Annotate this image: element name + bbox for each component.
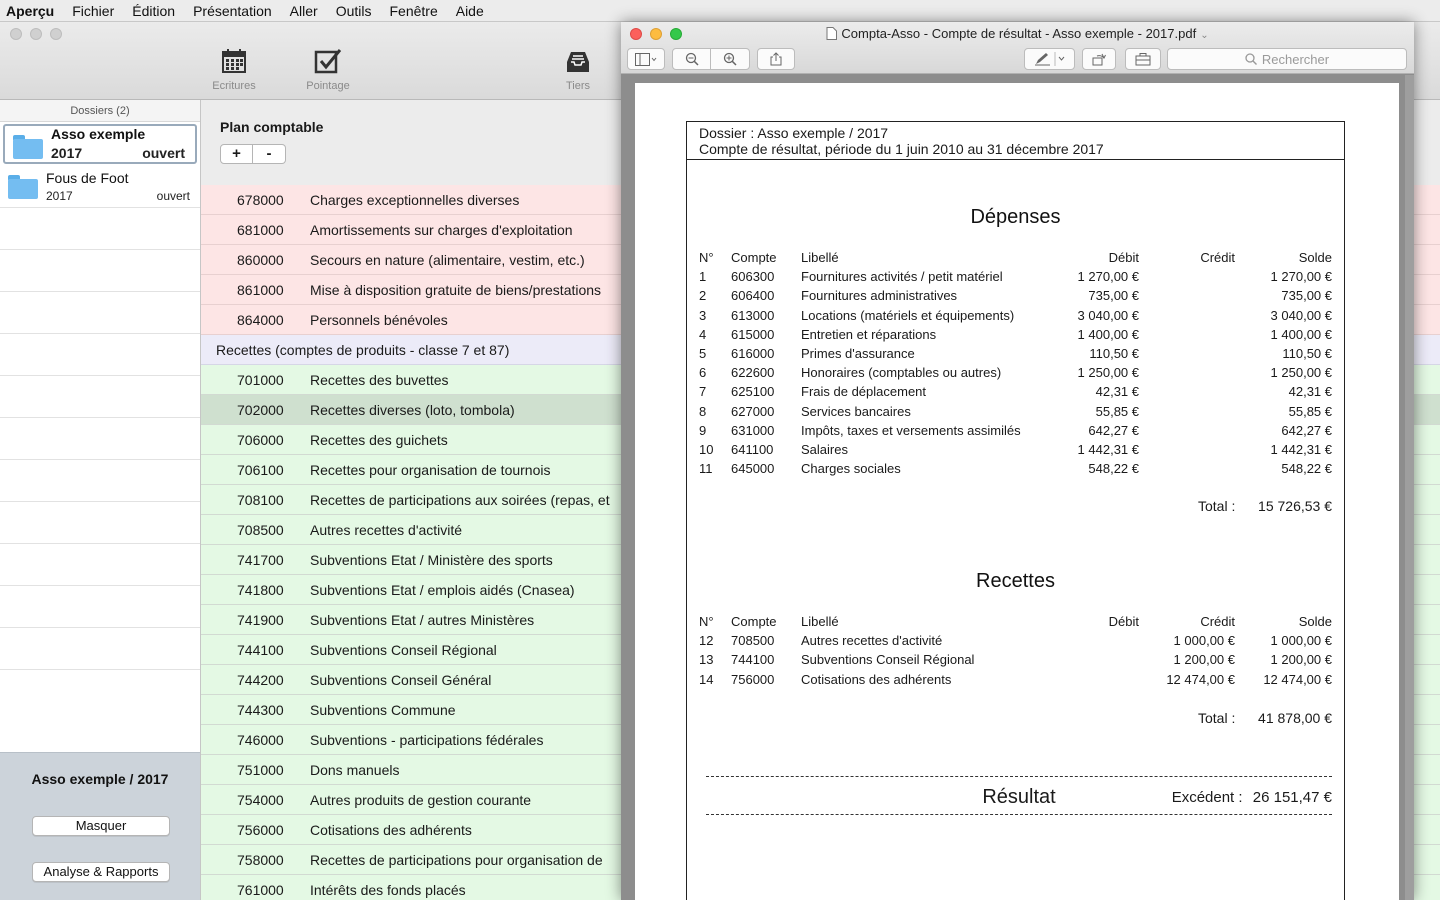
share-button[interactable] — [757, 48, 795, 70]
cell-solde: 1 442,31 € — [1270, 441, 1332, 457]
cell-solde: 55,85 € — [1288, 403, 1332, 419]
account-code: 860000 — [237, 252, 284, 268]
add-account-button[interactable]: + — [220, 144, 253, 164]
sidebar-icon — [635, 53, 657, 66]
account-label: Autres recettes d'activité — [310, 522, 463, 538]
cell-libelle: Frais de déplacement — [801, 384, 927, 400]
dossier-year: 2017 — [46, 189, 73, 203]
cell-compte: 641100 — [731, 441, 774, 457]
account-code: 681000 — [237, 222, 284, 238]
depenses-title: Dépenses — [970, 206, 1061, 228]
menu-aller[interactable]: Aller — [289, 2, 318, 19]
column-header-no: N° — [699, 614, 714, 629]
divider-top — [706, 776, 1332, 777]
menu-outils[interactable]: Outils — [335, 2, 372, 19]
account-code: 706000 — [237, 432, 284, 448]
cell-compte: 631000 — [731, 422, 775, 438]
account-label: Recettes diverses (loto, tombola) — [310, 402, 515, 418]
preview-window — [621, 22, 1414, 900]
cell-compte: 756000 — [731, 671, 775, 687]
cell-no: 13 — [699, 652, 714, 668]
empty-row — [0, 292, 200, 334]
current-dossier-title: Asso exemple / 2017 — [31, 771, 169, 787]
cell-compte: 625100 — [731, 384, 775, 400]
account-code: 758000 — [237, 852, 284, 868]
column-header-libelle: Libellé — [801, 614, 839, 629]
account-label: Charges exceptionnelles diverses — [310, 192, 520, 208]
cell-libelle: Charges sociales — [801, 461, 901, 477]
cell-solde: 1 400,00 € — [1270, 326, 1332, 342]
account-code: 701000 — [237, 372, 284, 388]
table-row — [699, 421, 1334, 440]
account-code: 708100 — [237, 492, 284, 508]
cell-solde: 642,27 € — [1281, 422, 1332, 438]
dossier-item-asso-exemple[interactable] — [3, 124, 197, 164]
recettes-total-value: 41 878,00 € — [1258, 710, 1332, 726]
cell-solde: 548,22 € — [1281, 461, 1332, 477]
column-header-compte: Compte — [731, 614, 777, 629]
account-code: 756000 — [237, 822, 284, 838]
document-dossier: Dossier : Asso exemple / 2017 — [699, 125, 889, 141]
cell-libelle: Honoraires (comptables ou autres) — [801, 365, 1002, 381]
resultat-label: Résultat — [982, 786, 1056, 808]
column-header-solde: Solde — [1298, 614, 1332, 629]
account-code: 864000 — [237, 312, 284, 328]
cell-libelle: Services bancaires — [801, 403, 911, 419]
resultat-excedent — [1172, 789, 1332, 806]
document-period: Compte de résultat, période du 1 juin 2010 au 31 décembre 2017 — [699, 141, 1104, 157]
table-row — [699, 286, 1334, 305]
cell-debit: 42,31 € — [1095, 384, 1139, 400]
account-label: Autres produits de gestion courante — [310, 792, 532, 808]
cell-libelle: Subventions Conseil Régional — [801, 652, 975, 668]
cell-compte: 744100 — [731, 652, 775, 668]
zoom-out-icon — [685, 52, 699, 66]
cell-debit: 1 442,31 € — [1077, 441, 1139, 457]
table-row — [699, 650, 1334, 669]
rotate-button[interactable] — [1082, 48, 1116, 70]
empty-row — [0, 628, 200, 670]
tiers-button[interactable] — [543, 48, 613, 92]
pdf-document-icon — [826, 27, 837, 40]
cell-libelle: Primes d'assurance — [801, 345, 915, 361]
search-icon — [1245, 53, 1257, 65]
cell-debit: 1 400,00 € — [1077, 326, 1139, 342]
column-header-no: N° — [699, 250, 714, 265]
excedent-label: Excédent : — [1171, 789, 1243, 806]
menu-edition[interactable]: Édition — [132, 2, 176, 19]
cell-no: 4 — [699, 326, 707, 342]
cell-debit: 1 250,00 € — [1077, 365, 1139, 381]
table-row — [699, 344, 1334, 363]
account-label: Subventions Etat / autres Ministères — [310, 612, 535, 628]
cell-libelle: Locations (matériels et équipements) — [801, 307, 1015, 323]
search-placeholder: Rechercher — [1261, 51, 1330, 67]
cell-no: 6 — [699, 365, 707, 381]
depenses-total-value: 15 726,53 € — [1258, 498, 1332, 514]
cell-libelle: Salaires — [801, 441, 848, 457]
empty-row — [0, 502, 200, 544]
account-label: Personnels bénévoles — [310, 312, 448, 328]
account-label: Recettes pour organisation de tournois — [310, 462, 551, 478]
cell-solde: 1 000,00 € — [1270, 633, 1332, 649]
cell-no: 5 — [699, 345, 707, 361]
calendar-icon — [221, 48, 247, 74]
excedent-value: 26 151,47 € — [1252, 789, 1332, 806]
markup-button[interactable] — [1024, 48, 1075, 70]
cell-libelle: Autres recettes d'activité — [801, 633, 943, 649]
menu-presentation[interactable]: Présentation — [193, 2, 272, 19]
account-label: Mise à disposition gratuite de biens/prestations — [310, 282, 602, 298]
column-header-libelle: Libellé — [801, 250, 839, 265]
ecritures-button[interactable] — [199, 48, 269, 92]
preview-content[interactable] — [621, 75, 1414, 900]
cell-libelle: Entretien et réparations — [801, 326, 937, 342]
account-label: Recettes de participations aux soirées (repas, et — [310, 492, 610, 508]
cell-no: 8 — [699, 403, 707, 419]
document-header — [687, 122, 1344, 160]
cell-debit: 735,00 € — [1088, 288, 1139, 304]
account-code: 741900 — [237, 612, 284, 628]
toolbox-button[interactable] — [1125, 48, 1161, 70]
account-label: Subventions Conseil Régional — [310, 642, 497, 658]
cell-no: 10 — [699, 441, 714, 457]
account-code: 754000 — [237, 792, 284, 808]
column-header-compte: Compte — [731, 250, 777, 265]
sidebar-toggle-button[interactable] — [627, 48, 665, 70]
cell-no: 12 — [699, 633, 714, 649]
pointage-button[interactable] — [293, 48, 363, 92]
cell-solde: 12 474,00 € — [1263, 671, 1332, 687]
cell-libelle: Cotisations des adhérents — [801, 671, 952, 687]
folder-icon — [8, 175, 38, 199]
depenses-table — [699, 248, 1334, 478]
zoom-in-icon — [723, 52, 737, 66]
cell-libelle: Fournitures administratives — [801, 288, 958, 304]
pdf-page — [635, 83, 1399, 900]
table-row — [699, 382, 1334, 401]
account-code: 751000 — [237, 762, 284, 778]
preview-titlebar — [621, 22, 1414, 74]
dossier-item-fous-de-foot[interactable] — [0, 166, 200, 208]
share-icon — [770, 52, 782, 66]
cell-solde: 1 200,00 € — [1270, 652, 1332, 668]
cell-compte: 645000 — [731, 461, 775, 477]
account-label: Amortissements sur charges d'exploitation — [310, 222, 573, 238]
search-field[interactable] — [1167, 48, 1407, 70]
empty-row — [0, 208, 200, 250]
ecritures-label: Ecritures — [212, 80, 256, 92]
cell-compte: 615000 — [731, 326, 775, 342]
dossier-status: ouvert — [156, 189, 190, 203]
rotate-icon — [1092, 52, 1106, 66]
dossiers-header: Dossiers (2) — [0, 100, 200, 122]
recettes-title: Recettes — [976, 570, 1055, 592]
cell-solde: 735,00 € — [1281, 288, 1332, 304]
cell-libelle: Impôts, taxes et versements assimilés — [801, 422, 1021, 438]
toolbox-icon — [1135, 53, 1151, 66]
cell-debit: 548,22 € — [1088, 461, 1139, 477]
cell-no: 3 — [699, 307, 707, 323]
dossier-name: Asso exemple — [51, 126, 146, 142]
empty-row — [0, 544, 200, 586]
account-label: Recettes des guichets — [310, 432, 448, 448]
account-code: 861000 — [237, 282, 284, 298]
cell-no: 7 — [699, 384, 707, 400]
table-row — [699, 325, 1334, 344]
table-header-row — [699, 612, 1334, 631]
divider-bottom — [706, 814, 1332, 815]
empty-row — [0, 586, 200, 628]
account-code: 741800 — [237, 582, 284, 598]
preview-scrollbar[interactable] — [1405, 75, 1414, 900]
column-header-credit: Crédit — [1200, 614, 1235, 629]
depenses-total-label: Total : — [1198, 498, 1236, 514]
table-header-row — [699, 248, 1334, 267]
account-label: Recettes des buvettes — [310, 372, 449, 388]
close-window-button[interactable] — [10, 28, 22, 40]
account-label: Subventions Conseil Général — [310, 672, 492, 688]
document-frame — [686, 121, 1345, 900]
dossier-footer — [0, 752, 200, 900]
cell-compte: 616000 — [731, 345, 775, 361]
pointage-label: Pointage — [306, 80, 350, 92]
pen-icon — [1034, 52, 1066, 66]
preview-title-text: Compta-Asso - Compte de résultat - Asso exemple - 2017.pdf — [841, 26, 1197, 41]
account-code: 702000 — [237, 402, 284, 418]
cell-compte: 613000 — [731, 307, 775, 323]
masquer-button[interactable]: Masquer — [32, 816, 170, 836]
cell-libelle: Fournitures activités / petit matériel — [801, 269, 1003, 285]
cell-compte: 606300 — [731, 269, 775, 285]
account-label: Subventions - participations fédérales — [310, 732, 544, 748]
account-code: 708500 — [237, 522, 284, 538]
table-row — [699, 459, 1334, 478]
dossier-status: ouvert — [142, 145, 185, 161]
menu-fenetre[interactable]: Fenêtre — [389, 2, 438, 19]
table-row — [699, 306, 1334, 325]
column-header-solde: Solde — [1298, 250, 1332, 265]
account-label: Subventions Commune — [310, 702, 456, 718]
account-label: Recettes de participations pour organisation de — [310, 852, 603, 868]
cell-solde: 1 270,00 € — [1270, 269, 1332, 285]
dossiers-sidebar — [0, 100, 201, 900]
cell-credit: 12 474,00 € — [1166, 671, 1235, 687]
menu-bar — [0, 0, 1440, 22]
analyse-rapports-button[interactable]: Analyse & Rapports — [32, 862, 170, 882]
cell-compte: 622600 — [731, 365, 775, 381]
column-header-credit: Crédit — [1200, 250, 1235, 265]
tiers-label: Tiers — [565, 80, 591, 92]
table-row — [699, 631, 1334, 650]
cell-compte: 627000 — [731, 403, 775, 419]
zoom-window-button[interactable] — [50, 28, 62, 40]
folder-icon — [13, 135, 43, 159]
cell-solde: 1 250,00 € — [1270, 365, 1332, 381]
account-label: Secours en nature (alimentaire, vestim, etc.) — [310, 252, 585, 268]
cell-no: 1 — [699, 269, 707, 285]
account-label: Subventions Etat / Ministère des sports — [310, 552, 553, 568]
cell-compte: 606400 — [731, 288, 775, 304]
account-label: Intérêts des fonds placés — [310, 882, 466, 898]
minimize-window-button[interactable] — [30, 28, 42, 40]
table-row — [699, 363, 1334, 382]
menu-aide[interactable]: Aide — [455, 2, 484, 19]
account-code: 744300 — [237, 702, 284, 718]
account-label: Cotisations des adhérents — [310, 822, 472, 838]
column-header-debit: Débit — [1108, 614, 1139, 629]
inbox-icon — [565, 48, 591, 74]
cell-no: 11 — [699, 461, 713, 477]
cell-no: 2 — [699, 288, 707, 304]
zoom-in-button[interactable] — [710, 48, 750, 70]
cell-solde: 42,31 € — [1288, 384, 1332, 400]
account-code: 706100 — [237, 462, 284, 478]
table-row — [699, 670, 1334, 689]
account-code: 678000 — [237, 192, 284, 208]
empty-row — [0, 250, 200, 292]
cell-debit: 110,50 € — [1089, 345, 1139, 361]
table-row — [699, 402, 1334, 421]
cell-debit: 642,27 € — [1088, 422, 1139, 438]
cell-no: 14 — [699, 671, 714, 687]
preview-title — [621, 26, 1414, 41]
empty-row — [0, 334, 200, 376]
section-label: Recettes (comptes de produits - classe 7 et 87) — [216, 342, 510, 358]
menu-apercu[interactable]: Aperçu — [6, 2, 55, 19]
cell-credit: 1 000,00 € — [1173, 633, 1235, 649]
checkbox-icon — [314, 48, 342, 74]
dossier-year: 2017 — [51, 145, 83, 161]
cell-credit: 1 200,00 € — [1173, 652, 1235, 668]
plan-comptable-title: Plan comptable — [220, 119, 324, 135]
cell-debit: 1 270,00 € — [1077, 269, 1139, 285]
zoom-out-button[interactable] — [672, 48, 711, 70]
account-code: 744100 — [237, 642, 284, 658]
empty-row — [0, 376, 200, 418]
cell-compte: 708500 — [731, 633, 775, 649]
empty-row — [0, 418, 200, 460]
column-header-debit: Débit — [1108, 250, 1139, 265]
chevron-down-icon[interactable]: ⌄ — [1200, 30, 1209, 41]
cell-solde: 3 040,00 € — [1270, 307, 1332, 323]
remove-account-button[interactable]: - — [253, 144, 286, 164]
cell-solde: 110,50 € — [1282, 345, 1332, 361]
empty-row — [0, 460, 200, 502]
account-code: 746000 — [237, 732, 284, 748]
account-label: Subventions Etat / emplois aidés (Cnasea) — [310, 582, 575, 598]
recettes-table — [699, 612, 1334, 689]
cell-no: 9 — [699, 422, 707, 438]
add-remove-group — [220, 144, 286, 164]
table-row — [699, 267, 1334, 286]
cell-debit: 55,85 € — [1095, 403, 1139, 419]
dossier-name: Fous de Foot — [46, 170, 129, 186]
account-code: 761000 — [237, 882, 284, 898]
window-controls — [10, 28, 62, 40]
recettes-total-label: Total : — [1198, 710, 1236, 726]
cell-debit: 3 040,00 € — [1077, 307, 1139, 323]
menu-fichier[interactable]: Fichier — [72, 2, 115, 19]
account-label: Dons manuels — [310, 762, 400, 778]
table-row — [699, 440, 1334, 459]
account-code: 741700 — [237, 552, 284, 568]
account-code: 744200 — [237, 672, 284, 688]
